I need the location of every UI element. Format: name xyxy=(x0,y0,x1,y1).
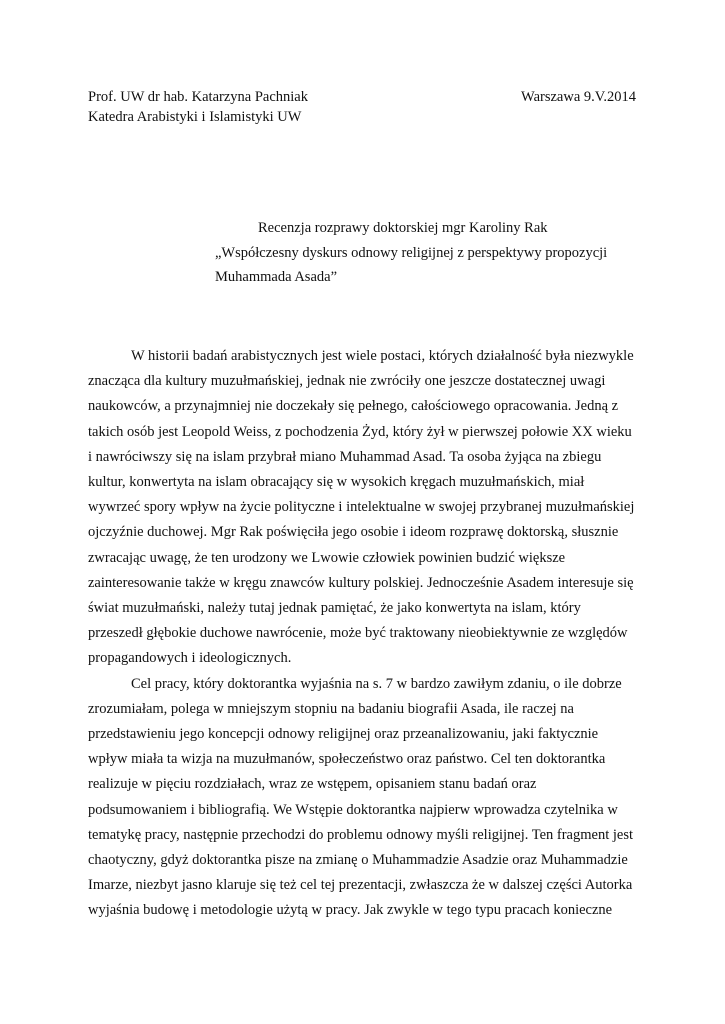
review-title-line-1: Recenzja rozprawy doktorskiej mgr Karoliny Rak xyxy=(258,220,548,236)
body-line: zwracając uwagę, że ten urodzony we Lwowie człowiek powinien budzić większe xyxy=(88,549,566,566)
author-name: Prof. UW dr hab. Katarzyna Pachniak xyxy=(88,89,308,105)
review-body xyxy=(88,344,636,924)
author-affiliation: Katedra Arabistyki i Islamistyki UW xyxy=(88,109,302,125)
body-line: wywrzeć spory wpływ na życie polityczne i intelektualne w swojej przybranej muzułmańskiej xyxy=(88,499,635,516)
body-line: tematykę pracy, następnie przechodzi do problemu odnowy myśli religijnej. Ten fragment jest xyxy=(88,826,633,843)
body-line: propagandowych i ideologicznych. xyxy=(88,650,292,667)
body-line: ojczyźnie duchowej. Mgr Rak poświęciła jego osobie i ideom rozprawę doktorską, słusznie xyxy=(88,524,619,541)
body-line: znacząca dla kultury muzułmańskiej, jednak nie zwróciły one jeszcze dostatecznej uwagi xyxy=(88,373,606,390)
body-line: Cel pracy, który doktorantka wyjaśnia na s. 7 w bardzo zawiłym zdaniu, o ile dobrze xyxy=(131,675,622,692)
body-line: przeszedł głębokie duchowe nawrócenie, może być traktowany nieobiektywnie ze względów xyxy=(88,625,628,642)
body-line: zrozumiałam, polega w mniejszym stopniu na badaniu biografii Asada, ile raczej na xyxy=(88,700,574,717)
body-line: przedstawieniu jego koncepcji odnowy religijnej oraz przeanalizowaniu, jaki faktycznie xyxy=(88,726,599,743)
body-line: zainteresowanie także w kręgu znawców kultury polskiej. Jednocześnie Asadem interesuje się xyxy=(88,574,634,591)
body-line: realizuje w pięciu rozdziałach, wraz ze wstępem, opisaniem stanu badań oraz xyxy=(88,776,537,793)
body-line: naukowców, a przynajmniej nie doczekały się pełnego, całościowego opracowania. Jedną z xyxy=(88,398,619,415)
body-line: chaotyczny, gdyż doktorantka pisze na zmianę o Muhammadzie Asadzie oraz Muhammadzie xyxy=(88,852,628,869)
review-title-line-2: „Współczesny dyskurs odnowy religijnej z perspektywy propozycji xyxy=(215,244,608,261)
place-date: Warszawa 9.V.2014 xyxy=(521,89,636,105)
body-line: Imarze, niezbyt jasno klaruje się też cel tej prezentacji, zwłaszcza że w dalszej części Autorka xyxy=(88,877,633,894)
body-line: wyjaśnia budowę i metodologie użytą w pracy. Jak zwykle w tego typu pracach konieczne xyxy=(88,902,613,919)
body-line: wpływ miała ta wizja na muzułmanów, społeczeństwo oraz państwo. Cel ten doktorantka xyxy=(88,751,606,768)
review-title xyxy=(215,216,607,290)
body-line: podsumowaniem i bibliografią. We Wstępie doktorantka najpierw wprowadza czytelnika w xyxy=(88,801,618,818)
body-line: kultur, konwertyta na islam obracający się w wysokich kręgach muzułmańskich, miał xyxy=(88,474,585,491)
body-line: świat muzułmański, należy tutaj jednak pamiętać, że jako konwertyta na islam, który xyxy=(88,600,581,617)
body-line: i nawróciwszy się na islam przybrał miano Muhammad Asad. Ta osoba żyjąca na zbiegu xyxy=(88,448,602,465)
review-title-line-3: Muhammada Asada” xyxy=(215,269,338,285)
author-block xyxy=(88,87,308,127)
body-line: takich osób jest Leopold Weiss, z pochodzenia Żyd, który żył w pierwszej połowie XX wieku xyxy=(88,423,632,440)
body-line: W historii badań arabistycznych jest wiele postaci, których działalność była niezwykle xyxy=(131,348,634,364)
